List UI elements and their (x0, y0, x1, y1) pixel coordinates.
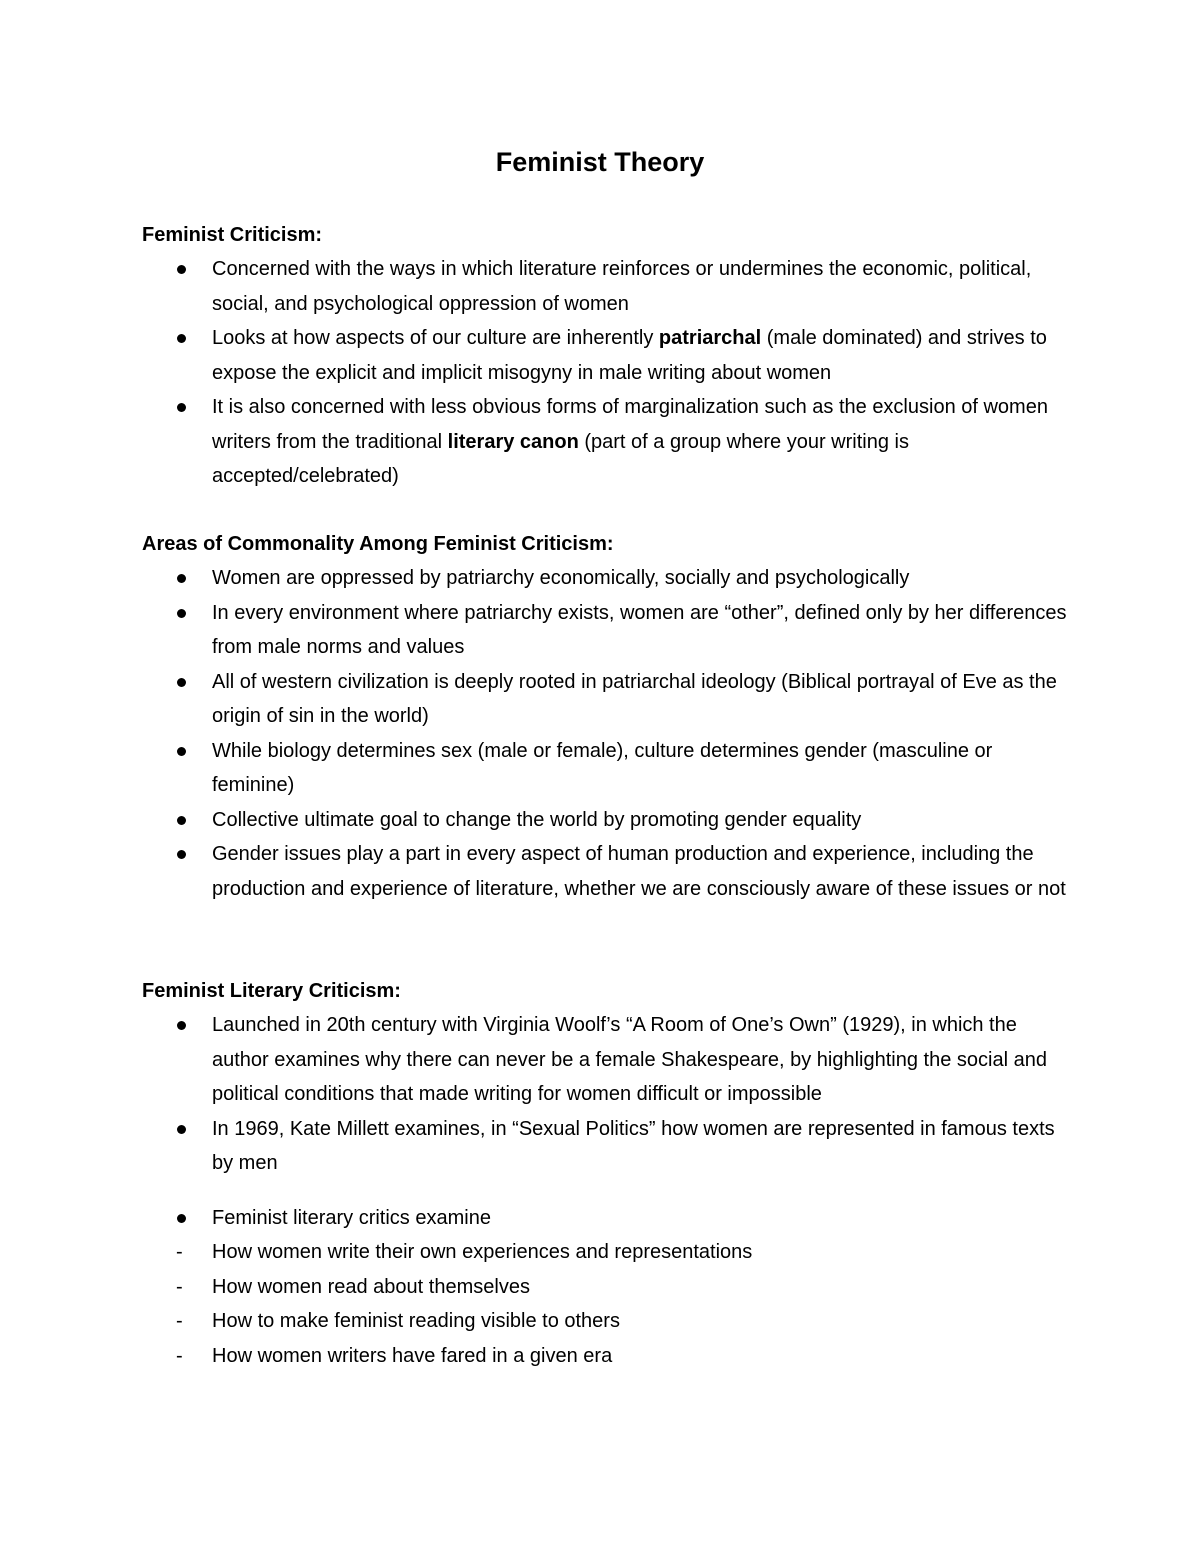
sub-list (142, 1235, 1072, 1373)
bullet-list (142, 1008, 1072, 1235)
bullet-list (142, 561, 1072, 906)
bold-term: literary canon (447, 430, 579, 453)
bullet-icon (177, 265, 186, 274)
sub-list-item: - How to make feminist reading visible to others (142, 1304, 1072, 1339)
bullet-icon (177, 816, 186, 825)
bold-term: patriarchal (658, 327, 762, 349)
list-item: Collective ultimate goal to change the world by promoting gender equality (142, 803, 1072, 838)
section-commonality (142, 527, 1072, 906)
dash-marker: - (176, 1275, 183, 1298)
list-item: Launched in 20th century with Virginia Woolf’s “A Room of One’s Own” (1929), in which the author examines why there can never be a female Shakespeare, by highlighting the social and political conditions that made writing for women difficult or impossible (142, 1008, 1072, 1112)
sub-list-item: - How women write their own experiences and representations (142, 1235, 1072, 1270)
list-item: Gender issues play a part in every aspect of human production and experience, including the production and experience of literature, whether we are consciously aware of these issues or not (142, 837, 1072, 906)
bullet-icon (177, 609, 186, 618)
list-item: Women are oppressed by patriarchy economically, socially and psychologically (142, 561, 1072, 596)
list-item: While biology determines sex (male or female), culture determines gender (masculine or feminine) (142, 734, 1072, 803)
dash-marker: - (176, 1241, 183, 1263)
list-item: Feminist literary critics examine (142, 1201, 1072, 1236)
bullet-icon (177, 850, 186, 859)
list-item: In every environment where patriarchy exists, women are “other”, defined only by her differences from male norms and values (142, 596, 1072, 665)
bullet-icon (177, 747, 186, 756)
bullet-icon (177, 574, 186, 583)
bullet-icon (177, 1125, 186, 1134)
bullet-icon (177, 334, 186, 343)
section-heading: Feminist Criticism: (142, 224, 323, 246)
document-title: Feminist Theory (495, 147, 705, 177)
bullet-icon (177, 1214, 186, 1223)
dash-marker: - (176, 1310, 183, 1332)
bullet-icon (177, 678, 186, 687)
bullet-icon (177, 1021, 186, 1030)
list-item: It is also concerned with less obvious forms of marginalization such as the exclusion of women writers from the traditional literary canon (part of a group where your writing is accepted/celebrated) (142, 390, 1072, 494)
dash-marker: - (176, 1344, 183, 1367)
sub-list-item: - How women writers have fared in a given era (142, 1339, 1072, 1374)
list-item: All of western civilization is deeply rooted in patriarchal ideology (Biblical portrayal of Eve as the origin of sin in the world) (142, 665, 1072, 734)
section-literary-criticism (142, 974, 1072, 1373)
list-item: Looks at how aspects of our culture are inherently patriarchal (male dominated) and strives to expose the explicit and implicit misogyny in male writing about women (142, 321, 1072, 390)
list-item: In 1969, Kate Millett examines, in “Sexual Politics” how women are represented in famous texts by men (142, 1112, 1072, 1181)
section-heading: Feminist Literary Criticism: (142, 980, 401, 1002)
section-feminist-criticism (142, 218, 1072, 494)
list-item: Concerned with the ways in which literature reinforces or undermines the economic, political, social, and psychological oppression of women (142, 252, 1072, 321)
section-heading: Areas of Commonality Among Feminist Criticism: (142, 533, 614, 555)
bullet-icon (177, 403, 186, 412)
sub-list-item: - How women read about themselves (142, 1270, 1072, 1305)
bullet-list (142, 252, 1072, 494)
